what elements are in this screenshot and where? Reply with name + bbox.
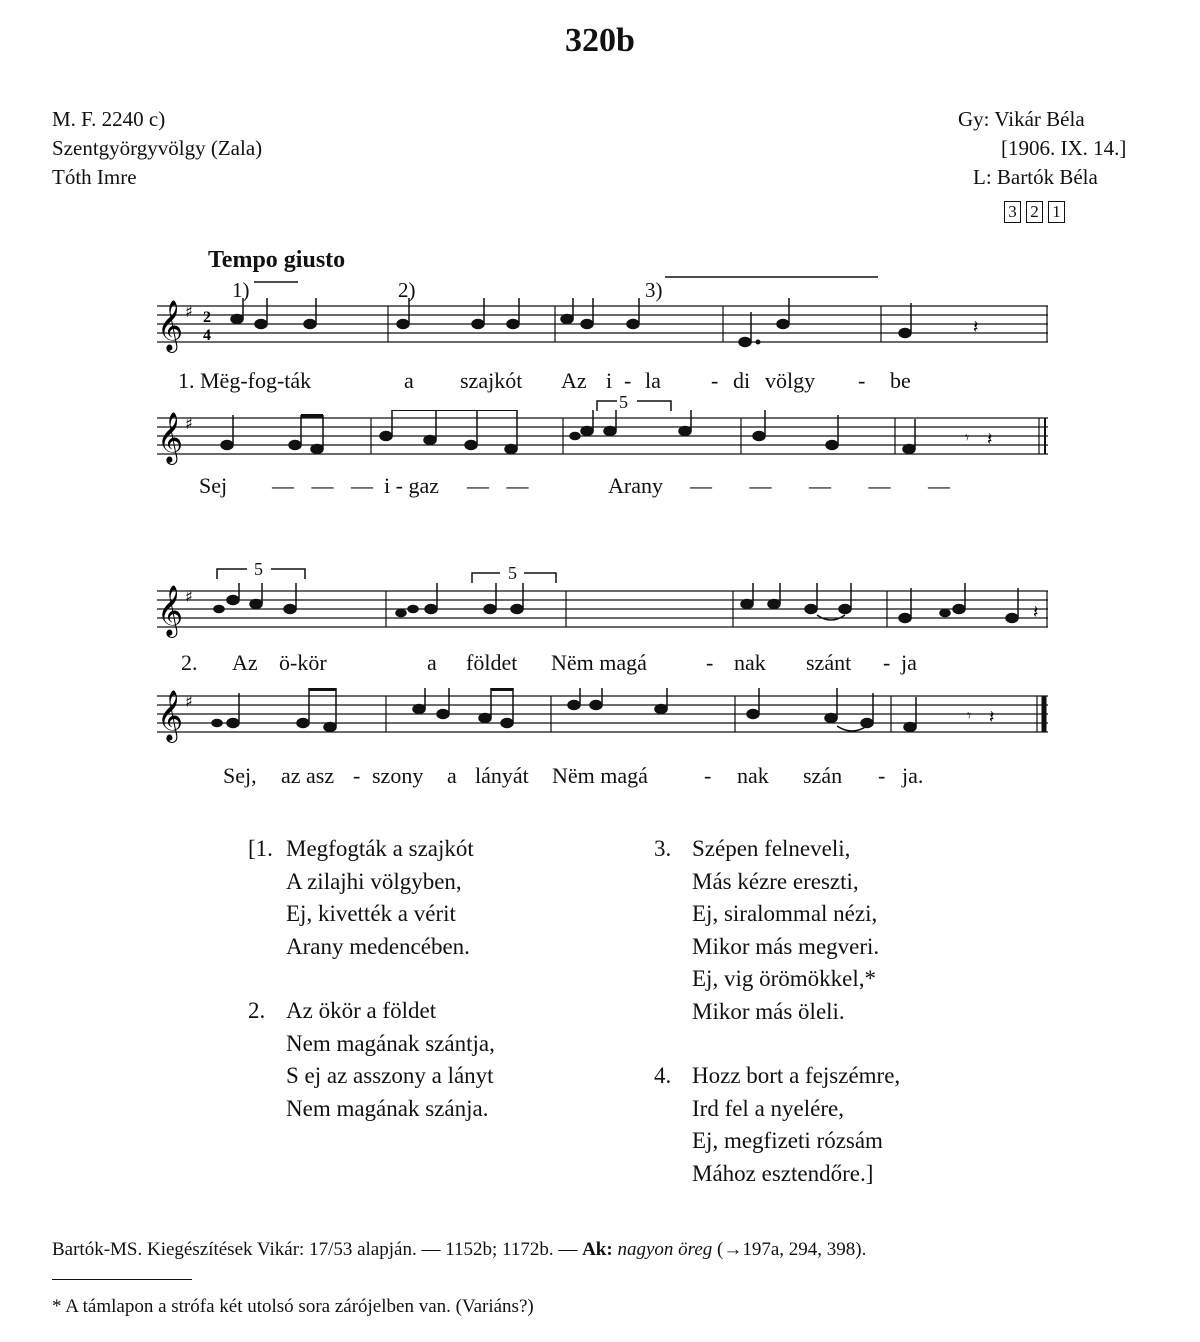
lyric-line-1	[178, 368, 311, 394]
marker-1: 1)	[232, 278, 250, 302]
verse-number: [1.	[248, 836, 273, 861]
svg-text:♯: ♯	[185, 302, 193, 321]
lyric-dashes: — — — — —	[690, 473, 966, 498]
staff-4	[155, 688, 1050, 748]
boxed-number: 1	[1048, 201, 1065, 223]
lyric-syllable: -	[353, 763, 361, 788]
lyric-syllable: Az	[232, 650, 258, 675]
lyric-syllable: szán	[803, 763, 843, 788]
verse-line: Mához esztendőre.]	[692, 1160, 874, 1186]
lyric-syllable: lányát	[475, 763, 529, 788]
staff-1	[155, 298, 1050, 358]
lyric-dashes: — — —	[272, 473, 379, 498]
footnote-divider	[52, 1279, 192, 1280]
lyric-syllable: -	[711, 368, 719, 393]
collector: Gy: Vikár Béla	[958, 107, 1085, 131]
boxed-number: 3	[1004, 201, 1021, 223]
verse-line: Az ökör a földet	[286, 998, 437, 1023]
tuplet-label: 5	[619, 392, 628, 412]
svg-text:𝄽: 𝄽	[973, 317, 979, 338]
source-note	[52, 1239, 866, 1261]
collector-info	[958, 105, 1126, 192]
verse-line: Szépen felneveli,	[692, 836, 851, 861]
verse-number: 3.	[654, 836, 672, 861]
verse-line: Arany medencében.	[286, 933, 470, 959]
svg-text:2: 2	[203, 309, 211, 326]
lyric-syllable: ja	[901, 650, 917, 675]
lyric-syllable: -	[706, 650, 714, 675]
verse-number: 4.	[654, 1063, 672, 1088]
location: Szentgyörgyvölgy (Zala)	[52, 136, 263, 160]
lyric-syllable: -	[883, 650, 891, 675]
lyric-syllable: i - gaz	[384, 473, 439, 498]
lyric-syllable: be	[890, 368, 911, 393]
source-label: Ak:	[582, 1239, 613, 1260]
tuplet-bracket	[595, 395, 685, 415]
tuplet-bracket	[215, 563, 310, 583]
lyric-syllable: a	[427, 650, 437, 675]
svg-text:♯: ♯	[185, 692, 193, 711]
verse-number: 2.	[248, 998, 266, 1023]
svg-text:♯: ♯	[185, 587, 193, 606]
verse-line: Mikor más megveri.	[692, 933, 880, 959]
lyric-syllable: ja.	[902, 763, 924, 788]
staff-3	[155, 583, 1050, 643]
tuplet-bracket	[470, 567, 560, 587]
verse-line: Nem magának szánja.	[286, 1095, 489, 1121]
performer: Tóth Imre	[52, 165, 137, 189]
verse-line: Ej, siralommal nézi,	[692, 901, 878, 926]
boxed-number: 2	[1026, 201, 1043, 223]
verse-4	[654, 1060, 900, 1190]
verse-3	[654, 833, 879, 1028]
lyric-syllable: -	[858, 368, 866, 393]
svg-text:𝄾: 𝄾	[965, 428, 970, 447]
marker-3: 3)	[645, 278, 663, 302]
verse-line: Megfogták a szajkót	[286, 836, 474, 861]
verse-line: A zilajhi völgyben,	[286, 868, 462, 894]
lyric-syllable: Sej,	[223, 763, 257, 788]
svg-text:𝄾: 𝄾	[967, 706, 972, 725]
archive-number: M. F. 2240 c)	[52, 107, 166, 131]
lyric-syllable: földet	[466, 650, 518, 675]
source-text: Bartók-MS. Kiegészítések Vikár: 17/53 alapján. — 1152b; 1172b. —	[52, 1239, 583, 1260]
svg-text:𝄞: 𝄞	[157, 412, 184, 463]
verse-line: Mikor más öleli.	[692, 998, 845, 1024]
lyric-dashes: — —	[467, 473, 535, 498]
lyric-syllable: szánt	[806, 650, 852, 675]
tuplet-label: 5	[254, 559, 263, 579]
tuplet-label: 5	[508, 563, 517, 583]
lyric-syllable: -	[878, 763, 886, 788]
verse-line: Ej, megfizeti rózsám	[692, 1128, 883, 1153]
lyric-syllable: Arany	[608, 473, 663, 498]
tempo-marking: Tempo giusto	[208, 247, 346, 273]
verse-line: S ej az asszony a lányt	[286, 1063, 494, 1088]
verse-1	[248, 833, 474, 963]
lyric-syllable: szajkót	[460, 368, 523, 393]
lyric-syllable: di	[733, 368, 751, 393]
staff-2	[155, 410, 1050, 470]
footnote: * A támlapon a strófa két utolsó sora zárójelben van. (Variáns?)	[52, 1296, 534, 1317]
lyric-syllable: völgy	[765, 368, 816, 393]
svg-text:𝄞: 𝄞	[157, 300, 184, 351]
lyric-syllable: i	[606, 368, 613, 393]
collection-date: [1906. IX. 14.]	[1001, 136, 1127, 160]
transcriber: L: Bartók Béla	[973, 165, 1098, 189]
collection-info	[52, 105, 262, 192]
lyric-syllable: az asz	[281, 763, 335, 788]
verse-line: Más kézre ereszti,	[692, 868, 859, 894]
lyric-syllable: Nëm magá	[551, 650, 647, 675]
lyric-syllable: nak	[734, 650, 766, 675]
verse-line: Ej, kivették a vérit	[286, 901, 456, 926]
lyric-syllable: la	[645, 368, 661, 393]
lyric-syllable: Az	[561, 368, 587, 393]
lyric-syllable: -	[704, 763, 712, 788]
svg-text:♯: ♯	[185, 414, 193, 433]
marker-2: 2)	[398, 278, 416, 302]
lyric-syllable: Sej	[199, 473, 228, 498]
svg-text:𝄽: 𝄽	[1033, 602, 1039, 623]
verse-line: Ej, vig örömökkel,*	[692, 966, 876, 991]
lyric-syllable: a	[404, 368, 414, 393]
marker-lines	[240, 270, 880, 290]
lyric-syllable: a	[447, 763, 457, 788]
svg-text:𝄽: 𝄽	[987, 429, 993, 450]
lyric-syllable: 1. Mëg-fog-ták	[178, 368, 312, 393]
verse-line: Hozz bort a fejszémre,	[692, 1063, 901, 1088]
lyric-syllable: 2.	[181, 650, 198, 675]
svg-text:𝄞: 𝄞	[157, 690, 184, 741]
svg-text:4: 4	[203, 327, 211, 344]
page-title: 320b	[565, 22, 635, 59]
verse-line: Nem magának szántja,	[286, 1030, 495, 1056]
source-age: nagyon öreg	[612, 1239, 713, 1260]
lyric-syllable: nak	[737, 763, 769, 788]
source-refs: (→197a, 294, 398).	[712, 1239, 867, 1260]
lyric-syllable: ö-kör	[279, 650, 327, 675]
lyric-syllable: Nëm magá	[552, 763, 648, 788]
boxed-numbers	[1004, 201, 1065, 223]
verse-line: Ird fel a nyelére,	[692, 1095, 844, 1121]
lyric-syllable: szony	[372, 763, 424, 788]
svg-text:𝄞: 𝄞	[157, 585, 184, 636]
lyric-syllable: -	[624, 368, 632, 393]
svg-text:𝄽: 𝄽	[989, 707, 995, 728]
verse-2	[248, 995, 495, 1125]
